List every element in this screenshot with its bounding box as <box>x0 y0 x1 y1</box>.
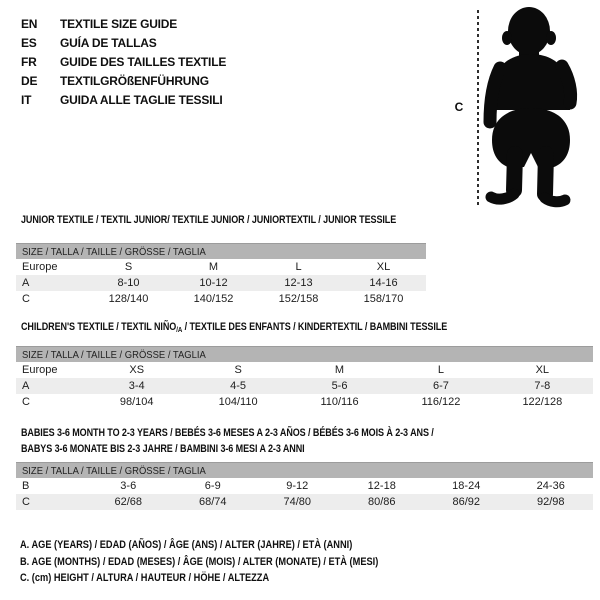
lang-label: TEXTILE SIZE GUIDE <box>60 16 178 31</box>
size-cell: 98/104 <box>119 396 154 408</box>
height-dotted-line <box>477 10 479 206</box>
size-header-label: SIZE / TALLA / TAILLE / GRÖSSE / TAGLIA <box>22 464 206 477</box>
size-header-label: SIZE / TALLA / TAILLE / GRÖSSE / TAGLIA <box>22 245 206 258</box>
size-cell: 116/122 <box>421 396 461 408</box>
table-row <box>16 362 593 378</box>
size-cell: 122/128 <box>522 396 563 408</box>
size-cell: 110/116 <box>320 396 359 408</box>
size-cell: M <box>334 364 345 376</box>
lang-code: ES <box>21 35 37 50</box>
size-header-band <box>16 243 426 259</box>
size-cell: XS <box>129 364 145 376</box>
lang-label: TEXTILGRÖßENFÜHRUNG <box>60 73 209 88</box>
lang-code: DE <box>21 73 38 88</box>
size-cell: 128/140 <box>108 293 149 305</box>
size-cell: 158/170 <box>363 293 404 305</box>
size-cell: 3-4 <box>128 380 145 392</box>
table-row <box>16 494 593 510</box>
subscript-text: /A <box>176 325 183 334</box>
size-cell: 12-13 <box>284 277 313 289</box>
table-row <box>16 378 593 394</box>
table-row <box>16 478 593 494</box>
height-marker-label: C <box>454 100 464 114</box>
size-cell: 5-6 <box>331 380 348 392</box>
size-cell: 7-8 <box>534 380 551 392</box>
legend-line-c: C. (cm) HEIGHT / ALTURA / HAUTEUR / HÖHE / ALTEZZA <box>20 572 270 584</box>
size-cell: 24-36 <box>536 480 565 492</box>
babies-table-title-line2: BABYS 3-6 MONATE BIS 2-3 JAHRE / BAMBINI 3-6 MESI A 2-3 ANNI <box>21 443 305 455</box>
size-cell: S <box>124 261 133 273</box>
size-cell: 12-18 <box>367 480 396 492</box>
lang-row-es <box>21 33 226 52</box>
row-label-cell: B <box>22 480 30 492</box>
size-cell: 92/98 <box>536 496 565 508</box>
measurement-legend <box>20 537 447 587</box>
lang-row-fr <box>21 52 226 71</box>
lang-code: EN <box>21 16 38 31</box>
size-cell: 152/158 <box>278 293 319 305</box>
size-cell: L <box>437 364 444 376</box>
lang-label: GUIDA ALLE TAGLIE TESSILI <box>60 92 223 107</box>
size-cell: 104/110 <box>218 396 258 408</box>
size-cell: 86/92 <box>452 496 481 508</box>
row-label-cell: C <box>22 293 30 305</box>
size-cell: 140/152 <box>193 293 234 305</box>
babies-table-title-line1: BABIES 3-6 MONTH TO 2-3 YEARS / BEBÉS 3-6 MESES A 2-3 AÑOS / BÉBÉS 3-6 MOIS À 2-3 ANS / <box>21 427 434 439</box>
language-title-list <box>21 14 226 109</box>
size-cell: 80/86 <box>367 496 396 508</box>
row-label-cell: A <box>22 277 30 289</box>
size-cell: 3-6 <box>120 480 137 492</box>
size-cell: 68/74 <box>198 496 227 508</box>
size-cell: 18-24 <box>452 480 481 492</box>
table-row <box>16 275 426 291</box>
size-cell: 8-10 <box>117 277 140 289</box>
junior-table-title: JUNIOR TEXTILE / TEXTIL JUNIOR/ TEXTILE JUNIOR / JUNIORTEXTIL / JUNIOR TESSILE <box>21 214 397 226</box>
table-row <box>16 394 593 410</box>
lang-code: IT <box>21 92 32 107</box>
size-cell: 62/68 <box>114 496 143 508</box>
row-label-cell: Europe <box>22 261 58 273</box>
size-cell: 10-12 <box>199 277 228 289</box>
row-label-cell: A <box>22 380 30 392</box>
size-cell: 74/80 <box>283 496 312 508</box>
size-cell: 6-9 <box>204 480 221 492</box>
size-cell: M <box>208 261 219 273</box>
row-label-cell: Europe <box>22 364 58 376</box>
size-header-label: SIZE / TALLA / TAILLE / GRÖSSE / TAGLIA <box>22 348 206 361</box>
children-table-title: CHILDREN'S TEXTILE / TEXTIL NIÑO/A / TEXTILE DES ENFANTS / KINDERTEXTIL / BAMBINI TESSILE <box>21 321 448 334</box>
row-label-cell: C <box>22 396 30 408</box>
size-header-band <box>16 346 593 362</box>
size-cell: S <box>234 364 242 376</box>
table-row <box>16 259 426 275</box>
lang-label: GUÍA DE TALLAS <box>60 35 157 50</box>
legend-line-a: A. AGE (YEARS) / EDAD (AÑOS) / ÂGE (ANS) / ALTER (JAHRE) / ETÀ (ANNI) <box>20 539 353 551</box>
table-row <box>16 291 426 307</box>
babies-size-table <box>16 462 593 510</box>
size-cell: 14-16 <box>369 277 398 289</box>
legend-line-b: B. AGE (MONTHS) / EDAD (MESES) / ÂGE (MOIS) / ALTER (MONATE) / ETÀ (MESI) <box>20 555 379 568</box>
size-cell: L <box>295 261 302 273</box>
size-cell: XL <box>376 261 391 273</box>
lang-row-en <box>21 14 226 33</box>
row-label-cell: C <box>22 496 30 508</box>
size-cell: 9-12 <box>286 480 309 492</box>
size-cell: 4-5 <box>230 380 247 392</box>
lang-label: GUIDE DES TAILLES TEXTILE <box>60 54 227 69</box>
size-cell: 6-7 <box>432 380 449 392</box>
size-header-band <box>16 462 593 478</box>
size-cell: XL <box>535 364 550 376</box>
lang-code: FR <box>21 54 37 69</box>
lang-row-de <box>21 71 226 90</box>
children-size-table <box>16 346 593 410</box>
lang-row-it <box>21 90 226 109</box>
junior-size-table <box>16 243 426 307</box>
baby-silhouette-icon <box>483 4 593 210</box>
